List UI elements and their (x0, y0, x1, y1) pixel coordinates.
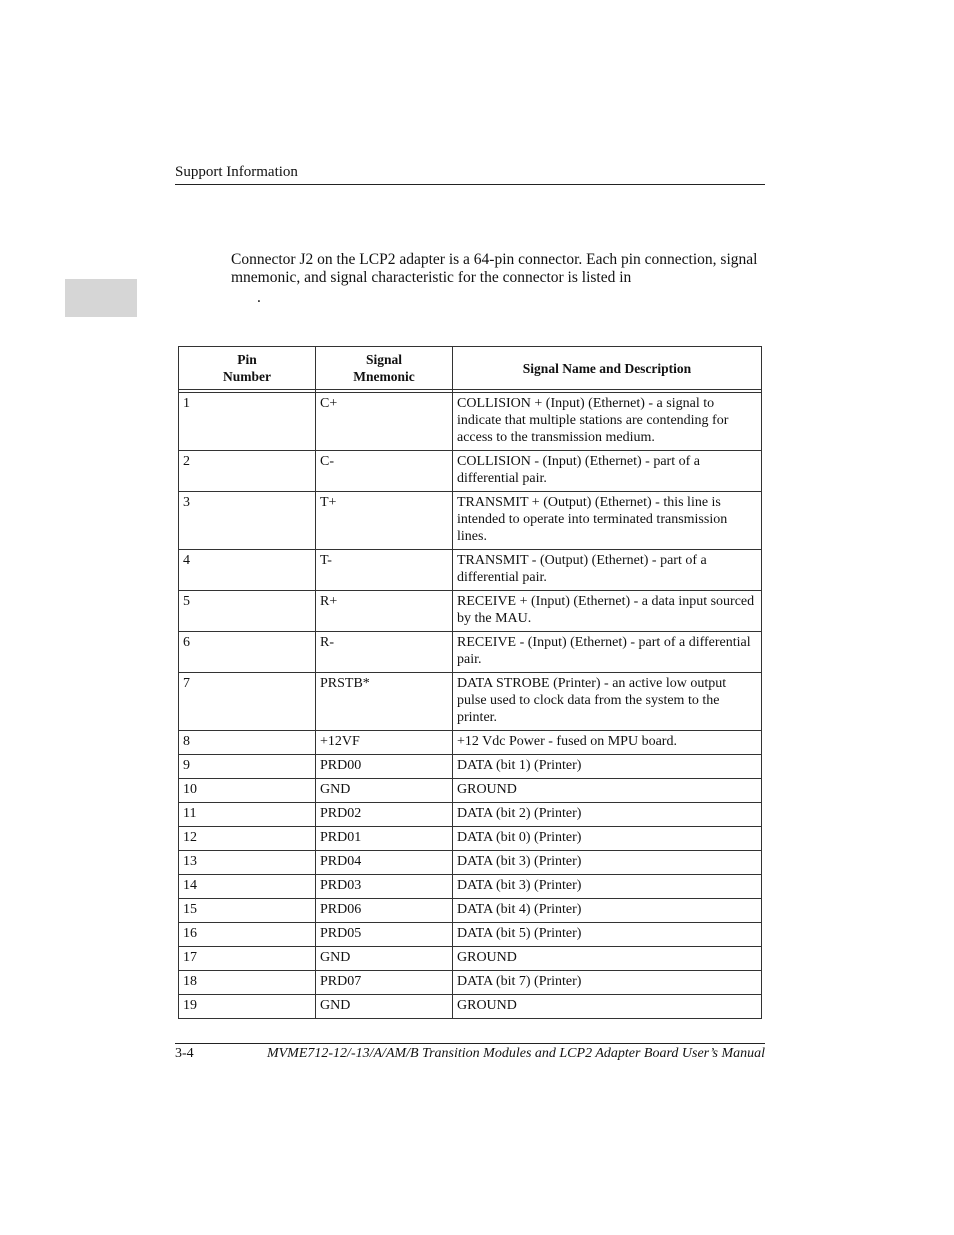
table-row (179, 899, 762, 923)
signal-description-cell: TRANSMIT - (Output) (Ethernet) - part of a differential pair. (453, 550, 762, 591)
signal-mnemonic-cell: T+ (316, 492, 453, 550)
chapter-tab (65, 279, 137, 317)
signal-description-cell: DATA (bit 3) (Printer) (453, 875, 762, 899)
table-row (179, 731, 762, 755)
table-row (179, 971, 762, 995)
signal-mnemonic-cell: GND (316, 995, 453, 1019)
pin-number-cell: 19 (179, 995, 316, 1019)
pin-number-cell: 12 (179, 827, 316, 851)
table-row (179, 673, 762, 731)
pin-number-cell: 13 (179, 851, 316, 875)
table-row (179, 779, 762, 803)
signal-description-cell: COLLISION - (Input) (Ethernet) - part of a differential pair. (453, 451, 762, 492)
signal-mnemonic-cell: PRSTB* (316, 673, 453, 731)
pin-number-cell: 3 (179, 492, 316, 550)
table-row (179, 393, 762, 451)
table-row (179, 492, 762, 550)
pin-number-cell: 14 (179, 875, 316, 899)
signal-description-cell: RECEIVE - (Input) (Ethernet) - part of a differential pair. (453, 632, 762, 673)
signal-description-cell: DATA (bit 2) (Printer) (453, 803, 762, 827)
pin-number-cell: 1 (179, 393, 316, 451)
table-header-row (179, 347, 762, 390)
intro-paragraph (231, 251, 776, 306)
header-rule (175, 184, 765, 185)
manual-title: MVME712-12/-13/A/AM/B Transition Modules and LCP2 Adapter Board User’s Manual (266, 1046, 765, 1061)
pin-number-cell: 6 (179, 632, 316, 673)
header-mnemonic-line2: Mnemonic (353, 369, 415, 384)
signal-mnemonic-cell: C+ (316, 393, 453, 451)
signal-description-cell: DATA (bit 1) (Printer) (453, 755, 762, 779)
connector-pin-table (178, 346, 762, 1019)
signal-description-cell: DATA (bit 7) (Printer) (453, 971, 762, 995)
signal-mnemonic-cell: R- (316, 632, 453, 673)
pin-number-cell: 5 (179, 591, 316, 632)
signal-mnemonic-cell: PRD05 (316, 923, 453, 947)
table-row (179, 591, 762, 632)
signal-mnemonic-cell: PRD06 (316, 899, 453, 923)
header-signal-mnemonic (316, 347, 453, 390)
pin-number-cell: 17 (179, 947, 316, 971)
signal-description-cell: DATA (bit 0) (Printer) (453, 827, 762, 851)
pin-number-cell: 16 (179, 923, 316, 947)
pin-number-cell: 11 (179, 803, 316, 827)
signal-mnemonic-cell: GND (316, 947, 453, 971)
pin-number-cell: 10 (179, 779, 316, 803)
signal-description-cell: RECEIVE + (Input) (Ethernet) - a data input sourced by the MAU. (453, 591, 762, 632)
table-row (179, 923, 762, 947)
signal-mnemonic-cell: PRD01 (316, 827, 453, 851)
signal-description-cell: GROUND (453, 995, 762, 1019)
pin-number-cell: 18 (179, 971, 316, 995)
table-row (179, 550, 762, 591)
table-row (179, 875, 762, 899)
intro-trailing-period: . (257, 289, 261, 306)
signal-mnemonic-cell: GND (316, 779, 453, 803)
signal-mnemonic-cell: +12VF (316, 731, 453, 755)
table-body (179, 393, 762, 1019)
footer-rule (175, 1043, 765, 1044)
running-header: Support Information (175, 164, 298, 180)
signal-mnemonic-cell: R+ (316, 591, 453, 632)
pin-number-cell: 15 (179, 899, 316, 923)
page-number: 3-4 (175, 1046, 194, 1061)
table-row (179, 851, 762, 875)
signal-mnemonic-cell: PRD03 (316, 875, 453, 899)
signal-mnemonic-cell: C- (316, 451, 453, 492)
signal-description-cell: DATA (bit 4) (Printer) (453, 899, 762, 923)
signal-mnemonic-cell: T- (316, 550, 453, 591)
table-row (179, 995, 762, 1019)
table-row (179, 947, 762, 971)
signal-mnemonic-cell: PRD00 (316, 755, 453, 779)
signal-description-cell: DATA (bit 3) (Printer) (453, 851, 762, 875)
pin-number-cell: 2 (179, 451, 316, 492)
header-pin-number (179, 347, 316, 390)
signal-mnemonic-cell: PRD07 (316, 971, 453, 995)
table-row (179, 755, 762, 779)
header-description: Signal Name and Description (453, 347, 762, 390)
signal-description-cell: DATA STROBE (Printer) - an active low output pulse used to clock data from the system to the printer. (453, 673, 762, 731)
pin-number-cell: 4 (179, 550, 316, 591)
pin-number-cell: 7 (179, 673, 316, 731)
header-mnemonic-line1: Signal (365, 352, 403, 367)
table-row (179, 827, 762, 851)
signal-description-cell: +12 Vdc Power - fused on MPU board. (453, 731, 762, 755)
signal-description-cell: DATA (bit 5) (Printer) (453, 923, 762, 947)
header-pin-line2: Number (223, 369, 271, 384)
signal-description-cell: GROUND (453, 947, 762, 971)
table-row (179, 451, 762, 492)
pin-number-cell: 9 (179, 755, 316, 779)
intro-text: Connector J2 on the LCP2 adapter is a 64-pin connector. Each pin connection, signal mnemonic, and signal characteristic for the connector is listed in (231, 251, 758, 286)
table-row (179, 803, 762, 827)
header-pin-line1: Pin (237, 352, 257, 367)
signal-mnemonic-cell: PRD02 (316, 803, 453, 827)
signal-mnemonic-cell: PRD04 (316, 851, 453, 875)
table-row (179, 632, 762, 673)
signal-description-cell: COLLISION + (Input) (Ethernet) - a signal to indicate that multiple stations are contending for access to the transmission medium. (453, 393, 762, 451)
pin-number-cell: 8 (179, 731, 316, 755)
signal-description-cell: TRANSMIT + (Output) (Ethernet) - this line is intended to operate into terminated transmission lines. (453, 492, 762, 550)
signal-description-cell: GROUND (453, 779, 762, 803)
